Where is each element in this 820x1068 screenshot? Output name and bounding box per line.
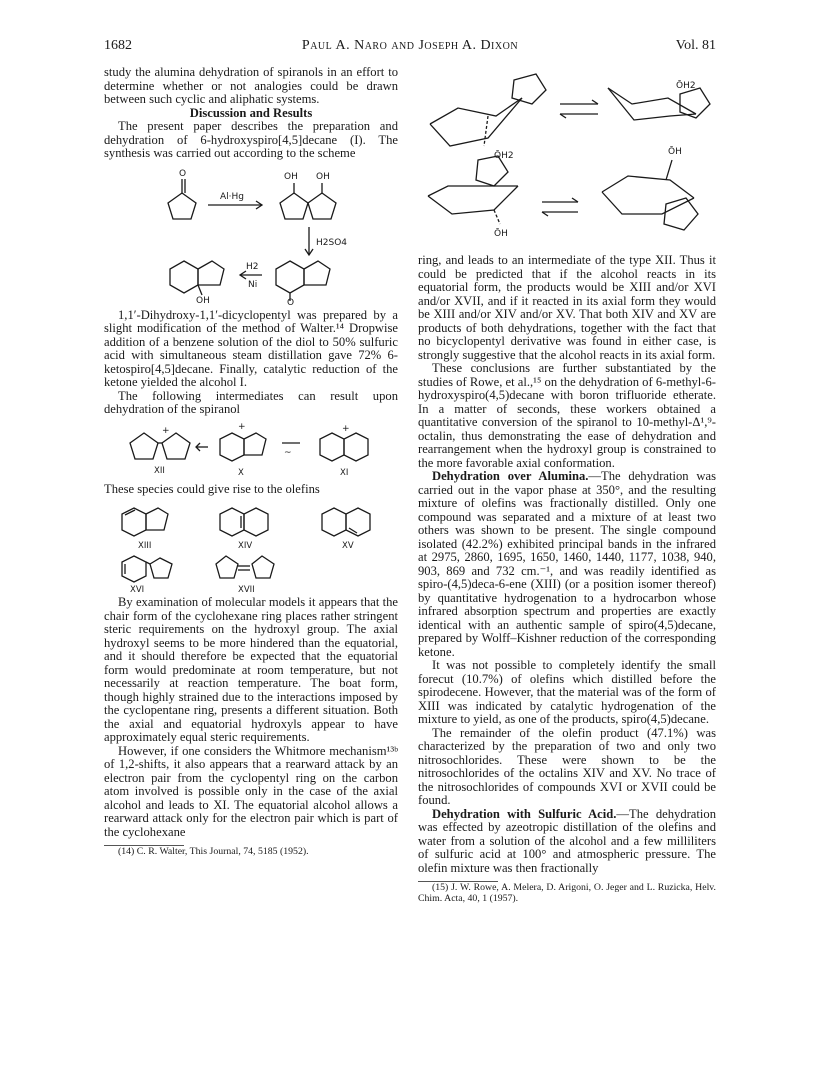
paragraph: These species could give rise to the olefins [104, 481, 320, 496]
compound-label: XVI [130, 585, 145, 592]
hydroxyl-label: OH [316, 171, 330, 182]
hydroxyl-label: OH [196, 295, 210, 305]
running-head-authors: Paul A. Naro and Joseph A. Dixon [301, 38, 519, 53]
subsection-title: Dehydration with Sulfuric Acid. [432, 806, 617, 821]
footnote: (15) J. W. Rowe, A. Melera, D. Arigoni, O. Jeger and L. Ruzicka, Helv. Chim. Acta, 40, 1 (1957). [418, 882, 716, 904]
cyclopentane-ring [280, 193, 308, 219]
volume-number: Vol. 81 [675, 38, 716, 53]
paragraph: The following intermediates can result upon dehydration of the spiranol [104, 388, 398, 416]
protonated-hydroxyl-label: ŌH2 [494, 151, 514, 161]
compound-label: X [238, 467, 244, 478]
paragraph: By examination of molecular models it appears that the chair form of the cyclohexane ring places rather stringent steric requirements on the hydroxyl group. The axial hydroxyl seems to be more hindered than the equatorial, and it should therefore be expected that the equatorial form would predominate at room temperature, but not necessarily at reaction temperature. The boat form, though highly strained due to the interactions imposed by the cyclopentane ring, presents a different situation. Both the axial and equatorial hydroxyls appear to have approximately equal steric requirements. [104, 595, 398, 744]
paragraph: The present paper describes the preparation and dehydration of 6-hydroxyspiro[4,5]decane (I). The synthesis was carried out according to the scheme [104, 119, 398, 160]
subsection-text: —The dehydration was effected by azeotropic distillation of the olefins and water from a solution of the alcohol and a few milliliters of sulfuric acid at 100° and atmospheric pressure. The olefin mixture was then fractionally [418, 806, 716, 875]
subsection-title: Dehydration over Alumina. [432, 469, 589, 483]
ketone-oxygen-label: O [287, 297, 295, 305]
svg-text:+: + [238, 421, 246, 432]
paragraph: 1,1′-Dihydroxy-1,1′-dicyclopentyl was prepared by a slight modification of the method of Walter.¹⁴ Dropwise addition of a benzene solution of the diol to 50% sulfuric acid with simultaneous steam distillation gave 72% 6-ketospiro[4,5]decane. Finally, catalytic reduction of the ketone yielded the alcohol I. [104, 307, 398, 389]
svg-text:+: + [162, 425, 170, 436]
left-column [104, 66, 398, 857]
svg-text:~: ~ [284, 447, 292, 458]
page-number: 1682 [104, 38, 132, 53]
right-column [418, 254, 716, 904]
page-header [104, 38, 716, 58]
hydroxyl-label: OH [284, 171, 298, 182]
paragraph: ring, and leads to an intermediate of the type XII. Thus it could be predicted that if the alcohol reacts in its equatorial form, the products would be XIII and/or XVI and/or XVII, and if it reacted in its axial form they would be XIII and/or XIV and/or XV. That both XIV and XV are products of both dehydrations, together with the fact that no bicyclopentyl derivative was found in either case, is strongly suggestive that the alcohol reacts in its axial form. [418, 253, 716, 362]
footnote: (14) C. R. Walter, This Journal, 74, 5185 (1952). [118, 846, 309, 857]
catalyst-label: Ni [248, 279, 258, 290]
cyclohexane-ring [276, 261, 304, 293]
cyclopentane-ring [198, 261, 224, 285]
compound-label: XIV [238, 541, 253, 551]
paragraph: However, if one considers the Whitmore mechanism¹³ᵇ of 1,2-shifts, it also appears that a rearward attack by an electron pair from the cyclopentyl ring on the carbon atom involved is possible only in the case of the axial alcohol and leads to XI. The equatorial alcohol allows a rearward attack only for the electron pair which is part of the cyclohexane [104, 743, 398, 839]
paragraph: It was not possible to completely identify the small forecut (10.7%) of olefins which distilled before the spirodecene. However, that the material was of the form of XIII was indicated by catalytic hydrogenation of the mixture to yield, as one of the products, spiro(4,5)decane. [418, 658, 716, 726]
compound-label: XI [340, 467, 349, 478]
conformer-figure [418, 64, 716, 244]
cyclohexane-ring [170, 261, 198, 293]
paragraph [418, 470, 716, 659]
subsection-text: —The dehydration was carried out in the vapor phase at 350°, and the resulting mixture of olefins was fractionally distilled. Only one compound was separated and a mixture of at least two others was shown to be present. The single compound isolated (42.2%) exhibited principal bands in the infrared at 2975, 2860, 1695, 1650, 1460, 1440, 1177, 1038, 940, 903, 869 and 732 cm.⁻¹, and was readily identified as spiro-(4,5)deca-6-ene (XIII) (or a position isomer thereof) by quantitative hydrogenation to a hydrocarbon whose infrared absorption spectrum and properties are exactly identical with an authentic sample of spiro(4,5)decane, prepared by Wolff–Kishner reduction of the corresponding ketone. [418, 469, 716, 659]
reagent-label: Al·Hg [220, 191, 244, 202]
olefins-figure [104, 500, 398, 592]
cyclopentanone-ring [168, 193, 196, 219]
paragraph: The remainder of the olefin product (47.1%) was characterized by the preparation of two and only two nitrosochlorides. These were shown to be the nitrosochlorides of the octalins XIV and XV. No trace of the nitrosochlorides of compounds XVI or XVII could be found. [418, 725, 716, 807]
paragraph [418, 808, 716, 876]
compound-label: XVII [238, 585, 255, 592]
protonated-hydroxyl-label: ŌH2 [676, 81, 696, 91]
intermediates-figure [104, 421, 398, 479]
paragraph: These conclusions are further substantiated by the studies of Rowe, et al.,¹⁵ on the dehydration of 6-methyl-6-hydroxyspiro(4,5)decane with boron trifluoride etherate. In a matter of seconds, these workers obtained a quantitative conversion of the spiranol to 10-methyl-Δ¹,⁹-octalin, thus demonstrating the ease of dehydration and rearrangement when the hydroxyl group is constrained to the more favorable axial conformation. [418, 361, 716, 470]
section-title: Discussion and Results [189, 105, 313, 120]
reagent-label: H2 [246, 261, 259, 272]
ketone-oxygen-label: O [179, 168, 187, 179]
cyclopentane-ring [304, 261, 330, 285]
reagent-label: H2SO4 [316, 237, 348, 248]
cyclopentane-ring [308, 193, 336, 219]
intro-paragraph: study the alumina dehydration of spiranols in an effort to determine whether or not analogies could be drawn between such cyclic and aliphatic systems. [104, 65, 398, 106]
synthesis-scheme-figure [104, 165, 398, 305]
compound-label: XIII [138, 541, 152, 551]
hydroxyl-label: ŌH [668, 147, 682, 157]
hydroxyl-label: ŌH [494, 229, 508, 239]
svg-text:+: + [342, 423, 350, 434]
compound-label: XII [154, 465, 165, 476]
compound-label: XV [342, 541, 354, 551]
